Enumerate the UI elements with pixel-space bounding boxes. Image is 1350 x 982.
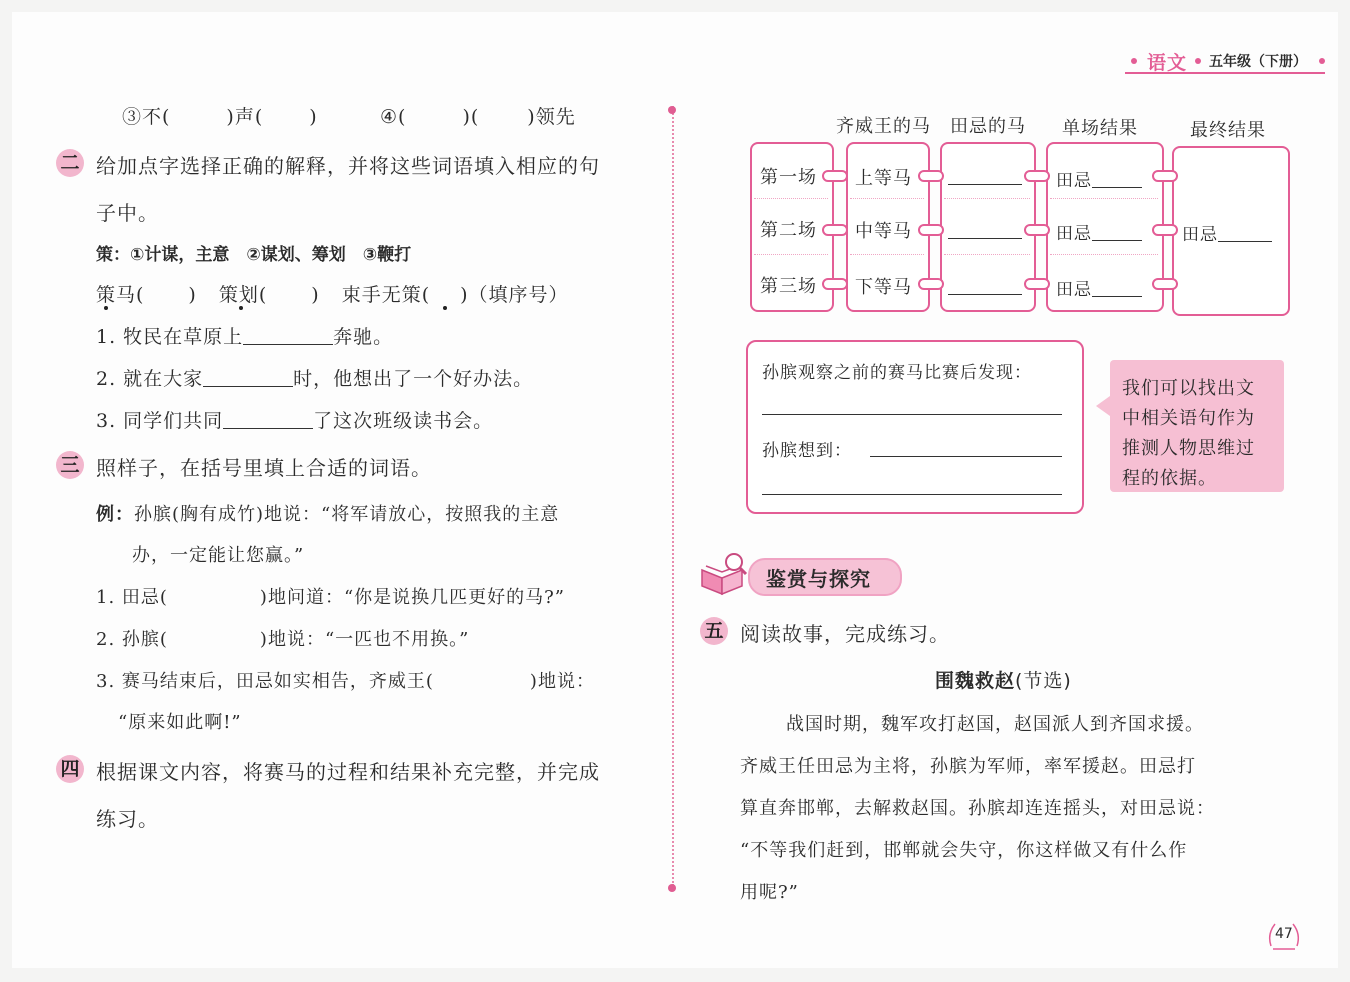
q2-instruction-line2: 子中。 [96, 201, 159, 225]
story-line-5: 用呢?” [740, 882, 799, 903]
q2-word1-end: ) [188, 284, 197, 306]
round-2: 第二场 [760, 220, 817, 241]
result-2-label: 田忌 [1056, 224, 1092, 244]
q2-s1-a: 1. 牧民在草原上 [96, 326, 244, 348]
table-header-single: 单场结果 [1062, 118, 1138, 139]
q1-item4-prefix: ④( [380, 106, 407, 128]
hint-line-3: 推测人物思维过 [1122, 438, 1255, 459]
q2-words-line [96, 280, 569, 307]
q3-instruction: 照样子，在括号里填上合适的词语。 [96, 456, 432, 480]
q2-s3-a: 3. 同学们共同 [96, 410, 224, 432]
q1-line-3b [380, 102, 576, 129]
q1-line-3 [122, 102, 318, 129]
ring-2-3 [918, 278, 944, 290]
q2-s2-a: 2. 就在大家 [96, 368, 204, 390]
q3-s1-b: )地问道：“你是说换几匹更好的马?” [259, 587, 565, 608]
q2-options: 策：①计谋，主意 ②谋划、筹划 ③鞭打 [96, 245, 412, 265]
emphasis-dot-3 [443, 306, 447, 310]
result-2 [1056, 219, 1142, 244]
ring-3-1 [1024, 170, 1050, 182]
q2-s1-b: 奔驰。 [333, 326, 394, 348]
header-dot-right [1319, 58, 1325, 64]
ring-4-2 [1152, 224, 1178, 236]
q3-sentence-1 [96, 583, 565, 609]
king-horse-2: 中等马 [855, 221, 912, 242]
q3-s2-a: 2. 孙膑( [96, 629, 168, 650]
q2-s3-b: 了这次班级读书会。 [313, 410, 494, 432]
q3-sentence-3 [96, 667, 595, 693]
q2-word3: 束手无策( [341, 284, 431, 306]
q2-word3-end: )（填序号） [460, 284, 569, 306]
tianji-horse-blank-3[interactable] [948, 294, 1022, 295]
q3-s2-b: )地说：“一匹也不用换。” [259, 629, 470, 650]
q3-example-text1: 孙膑(胸有成竹)地说：“将军请放心，按照我的主意 [134, 504, 560, 525]
q1-item4-mid: )( [462, 106, 480, 128]
header-dot-left [1131, 58, 1137, 64]
q3-s3-a: 3. 赛马结束后，田忌如实相告，齐威王( [96, 671, 434, 692]
table-header-final: 最终结果 [1190, 120, 1266, 141]
q3-sentence-3-line2: “原来如此啊!” [118, 712, 242, 733]
page-divider [672, 106, 674, 886]
row-sep-1c [944, 198, 1030, 199]
ring-2-1 [918, 170, 944, 182]
tianji-horse-blank-1[interactable] [948, 184, 1022, 185]
story-title: 围魏救赵 [935, 670, 1016, 692]
q2-s3-blank[interactable] [223, 427, 313, 429]
q2-sentence-2 [96, 364, 533, 391]
table-header-king: 齐威王的马 [836, 116, 931, 137]
q3-example-label: 例： [96, 504, 134, 525]
divider-dot-bottom [668, 884, 676, 892]
row-sep-2d [1050, 254, 1158, 255]
king-horse-1: 上等马 [855, 168, 912, 189]
row-sep-1a [754, 198, 828, 199]
story-note: (节选) [1015, 670, 1072, 692]
section-title: 鉴赏与探究 [766, 567, 871, 591]
observation-blank-3[interactable] [762, 494, 1062, 495]
observation-blank-2[interactable] [870, 456, 1062, 457]
ring-4-3 [1152, 278, 1178, 290]
result-3-label: 田忌 [1056, 280, 1092, 300]
header-dot-mid [1195, 58, 1201, 64]
row-sep-2a [754, 254, 828, 255]
ring-1-2 [822, 224, 848, 236]
q4-instruction-line1: 根据课文内容，将赛马的过程和结果补充完整，并完成 [96, 760, 600, 784]
ring-1-1 [822, 170, 848, 182]
row-sep-2b [850, 254, 924, 255]
q1-item3-end: ) [309, 106, 318, 128]
q2-number-badge: 二 [56, 149, 84, 177]
q2-sentence-3 [96, 406, 493, 433]
page-number: 47 [1275, 926, 1293, 942]
q2-instruction-line1: 给加点字选择正确的解释，并将这些词语填入相应的句 [96, 154, 600, 178]
ring-3-3 [1024, 278, 1050, 290]
q2-s1-blank[interactable] [243, 343, 333, 345]
hint-line-1: 我们可以找出文 [1122, 378, 1255, 399]
story-title-line [935, 666, 1072, 693]
q3-s3-b: )地说： [529, 671, 595, 692]
q3-sentence-2 [96, 625, 469, 651]
q3-s1-a: 1. 田忌( [96, 587, 168, 608]
result-3 [1056, 275, 1142, 300]
ring-2-2 [918, 224, 944, 236]
row-sep-1b [850, 198, 924, 199]
story-line-1: 战国时期，魏军攻打赵国，赵国派人到齐国求援。 [786, 714, 1204, 735]
header-grade: 五年级（下册） [1209, 54, 1307, 70]
q3-example-line2: 办，一定能让您赢。” [132, 545, 305, 566]
header-subject: 语文 [1147, 52, 1188, 74]
final-result-label: 田忌 [1182, 225, 1218, 245]
round-1: 第一场 [760, 167, 817, 188]
q1-item4-end: )领先 [527, 106, 576, 128]
tianji-horses-column [940, 142, 1036, 312]
observation-line2: 孙膑想到： [762, 441, 852, 461]
row-sep-1d [1050, 198, 1158, 199]
table-header-tianji: 田忌的马 [950, 116, 1026, 137]
q2-s2-b: 时，他想出了一个好办法。 [293, 368, 534, 390]
observation-line1: 孙膑观察之前的赛马比赛后发现： [762, 363, 1032, 383]
q3-example-line1 [96, 500, 559, 526]
q4-number-badge: 四 [56, 755, 84, 783]
round-3: 第三场 [760, 276, 817, 297]
q2-word1: 策马( [96, 284, 145, 306]
story-line-3: 算直奔邯郸，去解救赵国。孙膑却连连摇头，对田忌说： [740, 798, 1215, 819]
final-result [1182, 220, 1272, 245]
book-magnifier-icon [698, 550, 750, 598]
divider-dot-top [668, 106, 676, 114]
observation-blank-1[interactable] [762, 414, 1062, 415]
emphasis-dot-2 [239, 306, 243, 310]
q1-item3-mid: )声( [226, 106, 264, 128]
tianji-horse-blank-2[interactable] [948, 238, 1022, 239]
q4-instruction-line2: 练习。 [96, 807, 159, 831]
q2-word2-end: ) [311, 284, 320, 306]
king-horse-3: 下等马 [855, 277, 912, 298]
q2-s2-blank[interactable] [203, 385, 293, 387]
emphasis-dot-1 [104, 306, 108, 310]
story-line-2: 齐威王任田忌为主将，孙膑为军师，率军援赵。田忌打 [740, 756, 1196, 777]
header-bar [1125, 48, 1330, 78]
q5-instruction: 阅读故事，完成练习。 [740, 622, 950, 646]
row-sep-2c [944, 254, 1030, 255]
hint-line-2: 中相关语句作为 [1122, 408, 1255, 429]
ring-4-1 [1152, 170, 1178, 182]
q2-sentence-1 [96, 322, 393, 349]
q5-number-badge: 五 [700, 617, 728, 645]
q2-word2: 策划( [218, 284, 268, 306]
ring-1-3 [822, 278, 848, 290]
result-1 [1056, 166, 1142, 191]
hint-line-4: 程的依据。 [1122, 468, 1217, 489]
ring-3-2 [1024, 224, 1050, 236]
story-line-4: “不等我们赶到，邯郸就会失守，你这样做又有什么作 [740, 840, 1188, 861]
q1-item3-prefix: ③不( [122, 106, 171, 128]
q3-number-badge: 三 [56, 451, 84, 479]
result-1-label: 田忌 [1056, 171, 1092, 191]
